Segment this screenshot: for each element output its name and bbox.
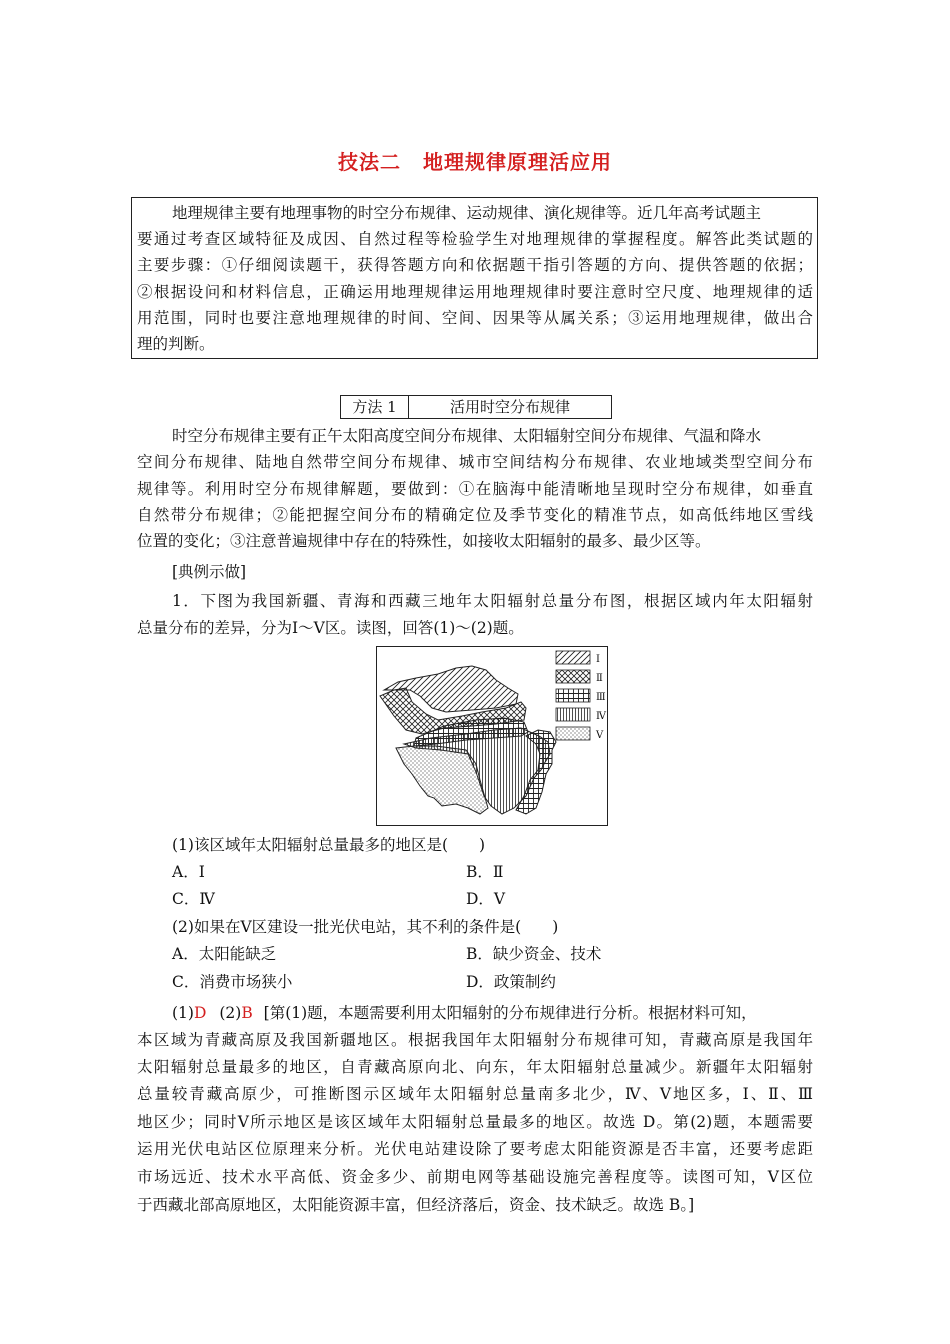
answer-first-line bbox=[172, 1003, 757, 1023]
answer-2-choice: B bbox=[241, 1004, 253, 1022]
answer-explanation-start: [第(1)题，本题需要利用太阳辐射的分布规律进行分析。根据材料可知， bbox=[263, 1004, 757, 1022]
intro-line: 要通过考查区域特征及成因、自然过程等检验学生对地理规律的掌握程度。解答此类试题的 bbox=[137, 230, 813, 248]
method-header bbox=[340, 395, 612, 419]
solar-radiation-map bbox=[376, 646, 608, 826]
answer-1-choice: D bbox=[193, 1004, 207, 1022]
question-1-option-d: D．Ⅴ bbox=[466, 890, 506, 908]
method-label: 方法 1 bbox=[341, 396, 409, 418]
answer-2-number: (2) bbox=[219, 1004, 242, 1022]
question-2-option-d: D．政策制约 bbox=[466, 973, 556, 991]
answer-1-number: (1) bbox=[172, 1004, 194, 1022]
intro-line: 地理规律主要有地理事物的时空分布规律、运动规律、演化规律等。近几年高考试题主 bbox=[172, 204, 762, 222]
legend-swatch-I bbox=[556, 651, 590, 664]
example-header: [典例示做] bbox=[172, 563, 247, 581]
method-text-line: 自然带分布规律；②能把握空间分布的精确定位及季节变化的精准节点，如高低纬地区雪线 bbox=[137, 506, 813, 524]
legend-swatch-V bbox=[556, 727, 590, 740]
question-2-option-a: A．太阳能缺乏 bbox=[172, 945, 277, 963]
intro-line: 主要步骤：①仔细阅读题干，获得答题方向和依据题干指引答题的方向、提供答题的依据； bbox=[137, 256, 813, 274]
page-title bbox=[0, 146, 950, 175]
question-2-option-c: C．消费市场狭小 bbox=[172, 973, 293, 991]
question-1-option-b: B．Ⅱ bbox=[466, 863, 504, 881]
answer-line: 太阳辐射总量最多的地区，自青藏高原向北、向东，年太阳辐射总量减少。新疆年太阳辐射 bbox=[137, 1058, 813, 1076]
question-1-option-c: C．Ⅳ bbox=[172, 890, 215, 908]
legend-label: Ⅳ bbox=[596, 711, 606, 722]
legend-swatch-II bbox=[556, 670, 590, 683]
question-intro-line: 1．下图为我国新疆、青海和西藏三地年太阳辐射总量分布图，根据区域内年太阳辐射 bbox=[172, 592, 813, 610]
answer-line: 地区少；同时Ⅴ所示地区是该区域年太阳辐射总量最多的地区。故选 D。第(2)题，本题需要 bbox=[137, 1113, 813, 1131]
method-text-line: 规律等。利用时空分布规律解题，要做到：①在脑海中能清晰地呈现时空分布规律，如垂直 bbox=[137, 480, 813, 498]
legend-label: Ⅱ bbox=[596, 673, 603, 684]
question-2-stem: (2)如果在Ⅴ区建设一批光伏电站，其不利的条件是( ) bbox=[172, 918, 559, 936]
answer-line: 于西藏北部高原地区，太阳能资源丰富，但经济落后，资金、技术缺乏。故选 B。] bbox=[137, 1196, 695, 1214]
method-text-line: 位置的变化；③注意普遍规律中存在的特殊性，如接收太阳辐射的最多、最少区等。 bbox=[137, 532, 711, 550]
answer-line: 总量较青藏高原少，可推断图示区域年太阳辐射总量南多北少，Ⅳ、Ⅴ地区多，Ⅰ、Ⅱ、Ⅲ bbox=[137, 1085, 813, 1103]
method-text-line: 空间分布规律、陆地自然带空间分布规律、城市空间结构分布规律、农业地域类型空间分布 bbox=[137, 453, 813, 471]
answer-line: 运用光伏电站区位原理来分析。光伏电站建设除了要考虑太阳能资源是否丰富，还要考虑距 bbox=[137, 1140, 813, 1158]
question-intro-line: 总量分布的差异，分为Ⅰ～Ⅴ区。读图，回答(1)～(2)题。 bbox=[137, 619, 524, 637]
legend-label: Ⅰ bbox=[596, 654, 600, 665]
question-1-option-a: A．Ⅰ bbox=[172, 863, 205, 881]
question-1-stem: (1)该区域年太阳辐射总量最多的地区是( ) bbox=[172, 836, 486, 854]
intro-line: 用范围，同时也要注意地理规律的时间、空间、因果等从属关系；③运用地理规律，做出合 bbox=[137, 309, 813, 327]
legend-swatch-IV bbox=[556, 708, 590, 721]
method-name: 活用时空分布规律 bbox=[449, 398, 570, 416]
legend-label: Ⅴ bbox=[596, 730, 604, 741]
intro-line: ②根据设问和材料信息，正确运用地理规律运用地理规律时要注意时空尺度、地理规律的适 bbox=[137, 283, 813, 301]
method-text-line: 时空分布规律主要有正午太阳高度空间分布规律、太阳辐射空间分布规律、气温和降水 bbox=[172, 427, 762, 445]
legend-label: Ⅲ bbox=[596, 692, 606, 703]
answer-line: 本区域为青藏高原及我国新疆地区。根据我国年太阳辐射分布规律可知，青藏高原是我国年 bbox=[137, 1031, 813, 1049]
question-2-option-b: B．缺少资金、技术 bbox=[466, 945, 602, 963]
intro-line: 理的判断。 bbox=[137, 335, 215, 353]
title-technique: 技法二 bbox=[338, 150, 401, 174]
answer-line: 市场远近、技术水平高低、资金多少、前期电网等基础设施完善程度等。读图可知，Ⅴ区位 bbox=[137, 1168, 813, 1186]
legend-swatch-III bbox=[556, 689, 590, 702]
title-topic: 地理规律原理活应用 bbox=[423, 150, 612, 174]
